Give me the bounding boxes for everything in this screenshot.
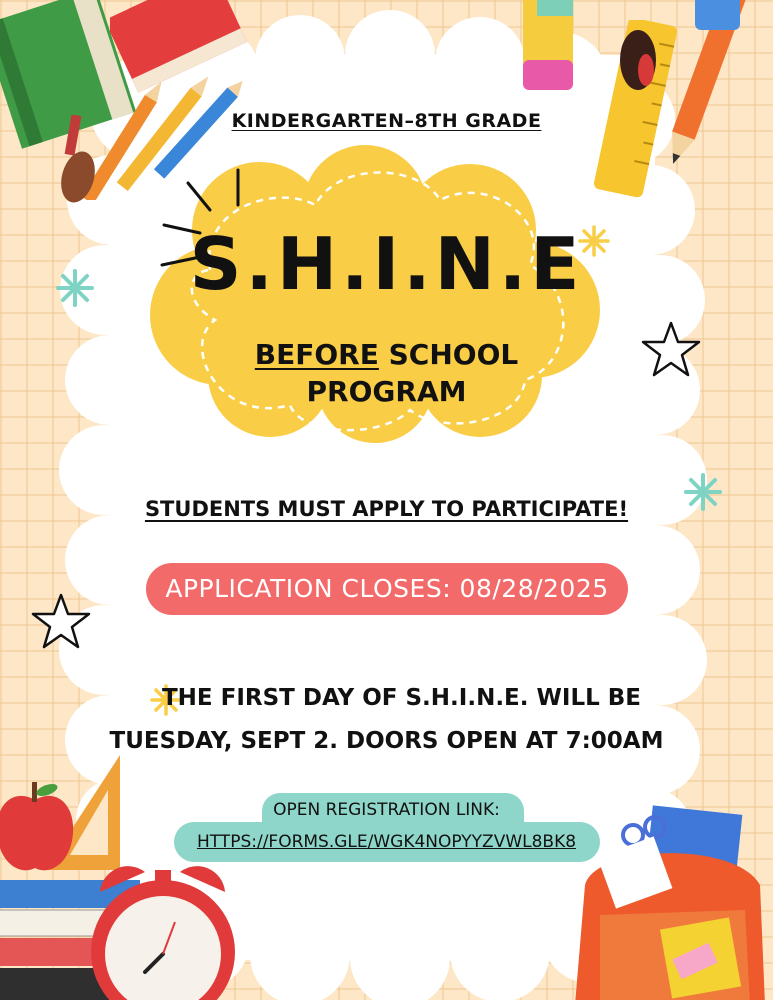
eraser-icon	[515, 0, 585, 100]
first-day-line-1: THE FIRST DAY OF S.H.I.N.E. WILL BE	[161, 685, 642, 711]
subtitle-rest: SCHOOL	[378, 338, 519, 371]
first-day-line-2: TUESDAY, SEPT 2. DOORS OPEN AT 7:00AM	[109, 728, 664, 754]
grade-range: KINDERGARTEN–8TH GRADE	[231, 110, 542, 132]
paintbrush-red-icon	[608, 0, 668, 110]
program-subtitle-line2: PROGRAM	[306, 375, 467, 408]
apply-notice: STUDENTS MUST APPLY TO PARTICIPATE!	[144, 497, 629, 521]
star-icon	[30, 592, 92, 650]
application-deadline-badge: APPLICATION CLOSES: 08/28/2025	[146, 563, 628, 615]
blue-crayon-icon	[690, 0, 750, 50]
apple-icon	[0, 778, 80, 878]
registration-label: OPEN REGISTRATION LINK:	[273, 800, 500, 820]
alarm-clock-icon	[75, 862, 250, 1000]
subtitle-underlined: BEFORE	[254, 338, 379, 371]
registration-link[interactable]: HTTPS://FORMS.GLE/WGK4NOPYYZVWL8BK8	[196, 832, 577, 852]
program-title: S.H.I.N.E	[189, 222, 584, 306]
program-subtitle	[0, 338, 773, 371]
